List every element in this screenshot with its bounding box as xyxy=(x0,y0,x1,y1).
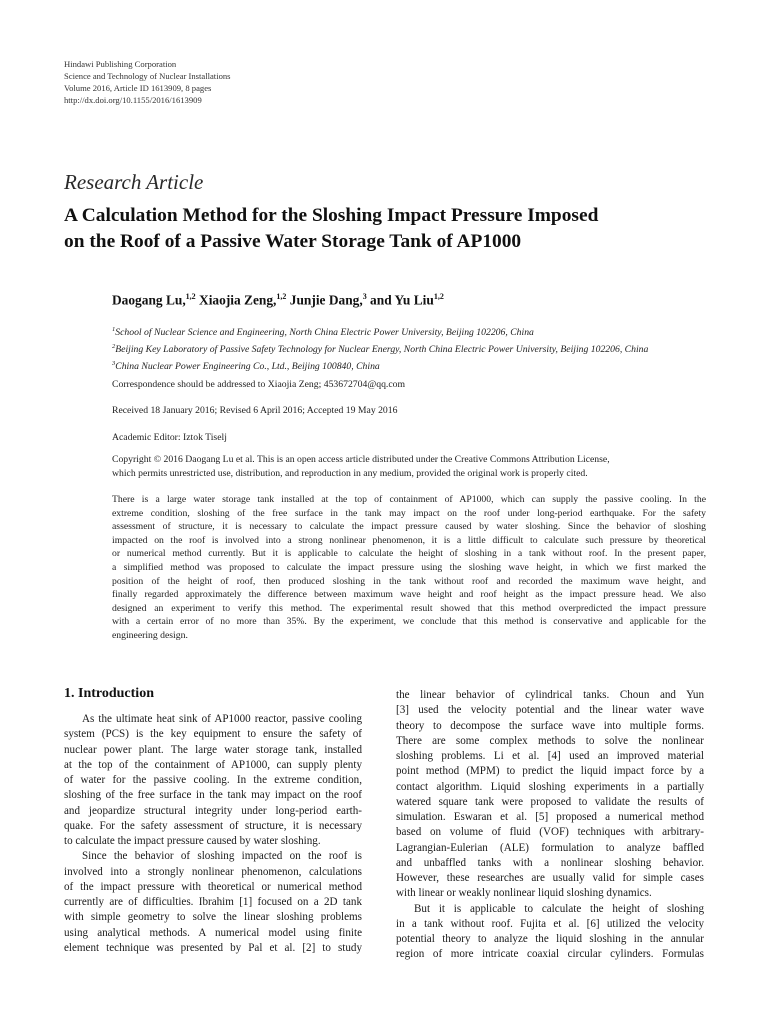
body-line: quake. For the safety assessment of structure, it is necessary xyxy=(64,819,362,832)
body-line: nuclear power plant. The large water storage tank, installed xyxy=(64,743,362,756)
section-heading: 1. Introduction xyxy=(64,686,154,701)
license-line: which permits unrestricted use, distribution, and reproduction in any medium, provided the original work is properly cited. xyxy=(112,467,588,479)
body-line: As the ultimate heat sink of AP1000 reactor, passive cooling xyxy=(82,713,362,725)
body-line: based on volume of fluid (VOF) techniques with arbitrary- xyxy=(396,826,704,839)
body-line: the linear behavior of cylindrical tanks. Choun and Yun xyxy=(396,689,704,701)
body-line: involved into a strongly nonlinear phenomenon, calculations xyxy=(64,865,362,878)
abstract-line: There is a large water storage tank installed at the top of containment of AP1000, which can supply the passive cooling. In the xyxy=(112,494,706,505)
abstract-line: engineering design. xyxy=(112,629,188,641)
body-line: sloshing of the free surface in the tank may impact on the roof xyxy=(64,789,362,802)
affiliation-item xyxy=(112,357,648,374)
body-line: [3] used the velocity potential and the linear water wave xyxy=(396,704,704,717)
body-line: But it is applicable to calculate the height of sloshing xyxy=(414,902,704,915)
academic-editor: Academic Editor: Iztok Tiselj xyxy=(112,432,227,443)
author-affiliation-mark: 1,2 xyxy=(433,292,444,301)
publisher-name: Hindawi Publishing Corporation xyxy=(64,59,177,69)
body-line: point method (MPM) to predict the liquid impact force by a xyxy=(396,765,704,778)
body-line: with simple geometry to solve the linear sloshing problems xyxy=(64,911,362,924)
body-line: and jeopardize structural integrity under long-period earth- xyxy=(64,804,362,817)
body-column-right xyxy=(396,688,704,963)
journal-header xyxy=(64,58,231,106)
body-line: in a tank without roof. Fujita et al. [6] utilized the velocity xyxy=(396,917,704,930)
abstract-line: or numerical method currently. But it is applicable to calculate the height of sloshing in a tank without roof. In the present paper, xyxy=(112,548,706,560)
body-line: to calculate the impact pressure caused by water sloshing. xyxy=(64,835,321,847)
author-name: Junjie Dang, xyxy=(289,292,363,308)
author-name: Xiaojia Zeng, xyxy=(199,292,277,308)
license-statement xyxy=(112,453,712,480)
volume-info: Volume 2016, Article ID 1613909, 8 pages xyxy=(64,83,212,93)
affiliation-number: 1 xyxy=(112,326,116,333)
body-line: There are some complex methods to solve the nonlinear xyxy=(396,734,704,747)
body-line: using analytical methods. A numerical model using finite xyxy=(64,926,362,939)
affiliation-number: 2 xyxy=(112,342,116,350)
title-line: on the Roof of a Passive Water Storage Tank of AP1000 xyxy=(64,231,522,252)
abstract-line: position of the height of roof, then produced sloshing in the tank without roof and recorded the maximum wave height, and xyxy=(112,575,706,587)
body-line: Lagrangian-Eulerian (ALE) formulation to analyze baffled xyxy=(396,841,704,854)
body-line: contact algorithm. Liquid sloshing experiments in a partially xyxy=(396,780,704,793)
body-line: region of more intricate coaxial circular cylinders. Formulas xyxy=(396,948,704,961)
abstract-line: a simplified method was proposed to calculate the impact pressure using the sloshing wave height, in which we first marked the xyxy=(112,561,706,573)
correspondence: Correspondence should be addressed to Xiaojia Zeng; 453672704@qq.com xyxy=(112,379,406,390)
abstract-line: assessment of structure, it is necessary to calculate the impact pressure caused by water sloshing. Since the behavior of sloshing xyxy=(112,521,706,533)
body-line: However, these researches are usually valid for simple cases xyxy=(396,872,704,884)
abstract-line: extreme condition, sloshing of the free surface in the tank may impact on the roof under long-period earthquake. For the safety xyxy=(112,507,706,519)
body-line: and unbaffled tanks with a nonlinear sloshing behavior. xyxy=(396,856,704,869)
body-line: of the impact pressure with theoretical or numerical method xyxy=(64,880,362,893)
author-affiliation-mark: 1,2 xyxy=(185,292,196,301)
body-line: with linear or weakly nonlinear liquid sloshing dynamics. xyxy=(396,887,652,900)
affiliation-item xyxy=(112,323,648,340)
body-line: at the top of the containment of AP1000, can supply plenty xyxy=(64,758,362,771)
article-type: Research Article xyxy=(64,170,204,194)
author-name: Daogang Lu, xyxy=(112,292,186,308)
paper-title xyxy=(64,203,724,255)
body-line: theory to decompose the surface wave into multiple forms. xyxy=(396,719,704,732)
abstract xyxy=(112,493,706,643)
body-line: sloshing problems. Li et al. [4] used an improved material xyxy=(396,750,704,762)
abstract-line: impacted on the roof is involved into a strong nonlinear phenomenon, it is a little difficult to calculate such pressure by theoretical xyxy=(112,534,706,546)
license-line: Copyright © 2016 Daogang Lu et al. This is an open access article distributed under the Creative Commons Attribution License, xyxy=(112,454,610,465)
affiliations xyxy=(112,323,648,373)
body-column-left xyxy=(64,712,362,956)
body-line: Since the behavior of sloshing impacted on the roof is xyxy=(82,850,362,863)
submission-dates: Received 18 January 2016; Revised 6 April 2016; Accepted 19 May 2016 xyxy=(112,405,398,416)
journal-name: Science and Technology of Nuclear Installations xyxy=(64,71,231,81)
affiliation-number: 3 xyxy=(112,359,116,367)
author-affiliation-mark: 3 xyxy=(362,292,367,301)
abstract-line: finally regarded approximately the difference between maximum wave height and roof height as the impact pressure head. We also xyxy=(112,589,706,601)
body-line: element technique was presented by Pal et al. [2] to study xyxy=(64,941,362,954)
title-line: A Calculation Method for the Sloshing Impact Pressure Imposed xyxy=(64,205,599,226)
body-line: system (PCS) is the key equipment to ensure the safety of xyxy=(64,728,362,741)
body-line: simulation. Eswaran et al. [5] proposed a numerical method xyxy=(396,811,704,823)
author-name: and Yu Liu xyxy=(370,292,434,308)
doi-link[interactable]: http://dx.doi.org/10.1155/2016/1613909 xyxy=(64,95,202,105)
abstract-line: designed an experiment to verify this method. The experimental result showed that this method overpredicted the impact pressure xyxy=(112,602,706,614)
author-list xyxy=(112,292,444,308)
affiliation-text: China Nuclear Power Engineering Co., Ltd., Beijing 100840, China xyxy=(115,360,380,372)
body-line: currently are of difficulties. Ibrahim [1] focused on a 2D tank xyxy=(64,896,362,908)
author-affiliation-mark: 1,2 xyxy=(276,292,287,301)
body-line: potential theory to analyze the liquid sloshing in the annular xyxy=(396,933,704,945)
affiliation-text: Beijing Key Laboratory of Passive Safety Technology for Nuclear Energy, North China Electric Power University, Beijing 102206, China xyxy=(115,344,649,356)
affiliation-item xyxy=(112,340,648,357)
body-line: of water for the passive cooling. In the extreme condition, xyxy=(64,774,362,786)
body-line: watered square tank were proposed to validate the results of xyxy=(396,795,704,808)
abstract-line: with a certain error of no more than 35%. By the experiment, we conclude that this method is conservative and applicable for the xyxy=(112,616,706,628)
affiliation-text: School of Nuclear Science and Engineering, North China Electric Power University, Beijing 102206, China xyxy=(115,327,534,339)
